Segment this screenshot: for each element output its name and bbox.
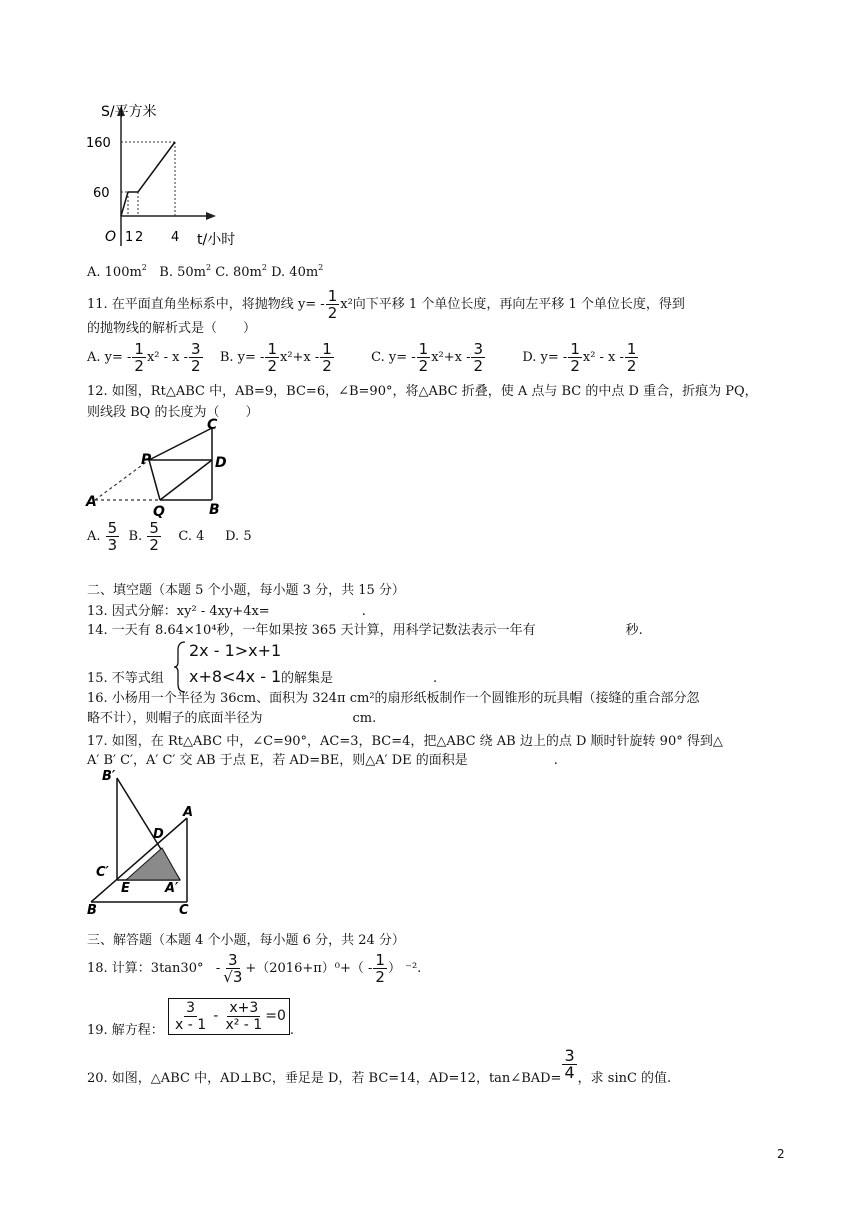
graph-ytick-160: 160	[86, 136, 111, 151]
q16-line2: 略不计），则帽子的底面半径为 cm.	[87, 711, 377, 726]
graph-xtick-4: 4	[171, 230, 180, 245]
q12-option-d: D. 5	[225, 529, 252, 544]
q12-option-c: C. 4	[178, 529, 205, 544]
q12-label-c: C	[207, 418, 218, 433]
q17-label-a-prime: A′	[165, 881, 179, 896]
q17-label-c: C	[179, 903, 189, 916]
q12-figure	[85, 418, 235, 518]
q12-label-q: Q	[153, 504, 165, 518]
q18: 18. 计算：3tan30° - $\frac{3}{√3}$ +（2016+π）⁰+（ - $\frac{1}{2}$ ） ⁻².	[87, 951, 422, 986]
q12-option-b-frac: $\frac{5}{2}$	[149, 519, 159, 554]
graph-ylabel: S/平方米	[101, 104, 157, 120]
q12-label-d: D	[215, 455, 227, 471]
q12-line2: 则线段 BQ 的长度为（ ）	[87, 405, 259, 420]
q20: 20. 如图，△ABC 中，AD⊥BC，垂足是 D，若 BC=14，AD=12，tan∠BAD= $\frac{3}{4}$ ，求 sinC 的值.	[87, 1046, 672, 1086]
q17-label-c-prime: C′	[96, 865, 109, 880]
q17-label-d: D	[153, 827, 164, 842]
q18-frac-half: $\frac{1}{2}$	[375, 951, 385, 986]
q12-label-b: B	[209, 502, 220, 518]
q10-option-a: A. 100m	[87, 265, 142, 280]
q17-figure	[85, 768, 205, 916]
q17-label-a: A	[183, 805, 194, 820]
q11-option-b: B. y= - $\frac{1}{2}$ x²+x - $\frac{1}{2}$	[219, 340, 332, 375]
q17-label-b: B	[87, 903, 97, 916]
q12-options: A. $\frac{5}{3}$ B. $\frac{5}{2}$ C. 4 D. 5	[87, 519, 252, 554]
q16-line1: 16. 小杨用一个半径为 36cm、面积为 324π cm²的扇形纸板制作一个圆锥形的玩具帽（接缝的重合部分忽	[87, 691, 700, 706]
q10-option-d: D. 40m	[271, 265, 319, 280]
q15-ineq-1: 2x - 1>x+1	[189, 641, 282, 660]
q15-brace	[173, 640, 187, 694]
q12-line1: 12. 如图，Rt△ABC 中，AB=9，BC=6，∠B=90°，将△ABC 折叠，使 A 点与 BC 的中点 D 重合，折痕为 PQ，	[87, 384, 758, 399]
q17-line2: A′ B′ C′，A′ C′ 交 AB 于点 E，若 AD=BE，则△A′ DE 的面积是 .	[87, 753, 558, 768]
q12-label-p: P	[141, 452, 152, 468]
graph-xtick-2: 2	[135, 230, 144, 245]
section-2-heading: 二、填空题（本题 5 个小题，每小题 3 分，共 15 分）	[87, 583, 405, 598]
q17-label-e: E	[121, 881, 130, 896]
graph-xtick-1: 1	[125, 230, 134, 245]
q18-frac-sqrt: $\frac{3}{√3}$	[223, 951, 243, 986]
q14: 14. 一天有 8.64×10⁴秒，一年如果按 365 天计算，用科学记数法表示一年有 秒.	[87, 623, 643, 638]
graph-xlabel: t/小时	[197, 232, 236, 248]
q13: 13. 因式分解：xy² - 4xy+4x= .	[87, 604, 366, 619]
q11-option-c: C. y= - $\frac{1}{2}$ x²+x - $\frac{3}{2}$	[371, 340, 484, 375]
q11-option-a: A. y= - $\frac{1}{2}$ x² - x - $\frac{3}{2}$	[87, 340, 201, 375]
q10-options: A. $100m^2$ B. $50m^2$ C. $80m^2$ D. $40m^2$	[87, 263, 324, 280]
q11-option-d: D. y= - $\frac{1}{2}$ x² - x - $\frac{1}{2}$	[522, 340, 637, 375]
q12-label-a: A	[86, 494, 97, 510]
q10-option-c: C. 80m	[215, 265, 262, 280]
graph-ytick-60: 60	[93, 186, 110, 201]
q11-options	[87, 341, 639, 374]
page-number: 2	[777, 1147, 785, 1161]
q20-frac: $\frac{3}{4}$	[564, 1046, 575, 1082]
q12-option-a-frac: $\frac{5}{3}$	[107, 519, 118, 554]
q11-line1: 11. 在平面直角坐标系中，将抛物线 y= - $\frac{1}{2}$ x²向下平移 1 个单位长度，再向左平移 1 个单位长度，得到	[87, 287, 685, 322]
q10-option-b: B. 50m	[159, 265, 206, 280]
q17-label-b-prime: B′	[102, 769, 116, 784]
q10-graph	[85, 98, 255, 258]
q11-frac: $\frac{1}{2}$	[327, 287, 338, 322]
graph-origin: O	[105, 229, 117, 245]
q19: 19. 解方程： $\frac{3}{x - 1}$ - $\frac{x+3}{\text{x² - 1}}$ =0.	[87, 1000, 294, 1038]
q17-line1: 17. 如图，在 Rt△ABC 中，∠C=90°，AC=3，BC=4，把△ABC 绕 AB 边上的点 D 顺时针旋转 90° 得到△	[87, 734, 723, 749]
section-3-heading: 三、解答题（本题 4 个小题，每小题 6 分，共 24 分）	[87, 933, 405, 948]
q15-ineq-2: x+8<4x - 1	[189, 667, 282, 686]
q11-line2: 的抛物线的解析式是（ ）	[87, 321, 257, 336]
